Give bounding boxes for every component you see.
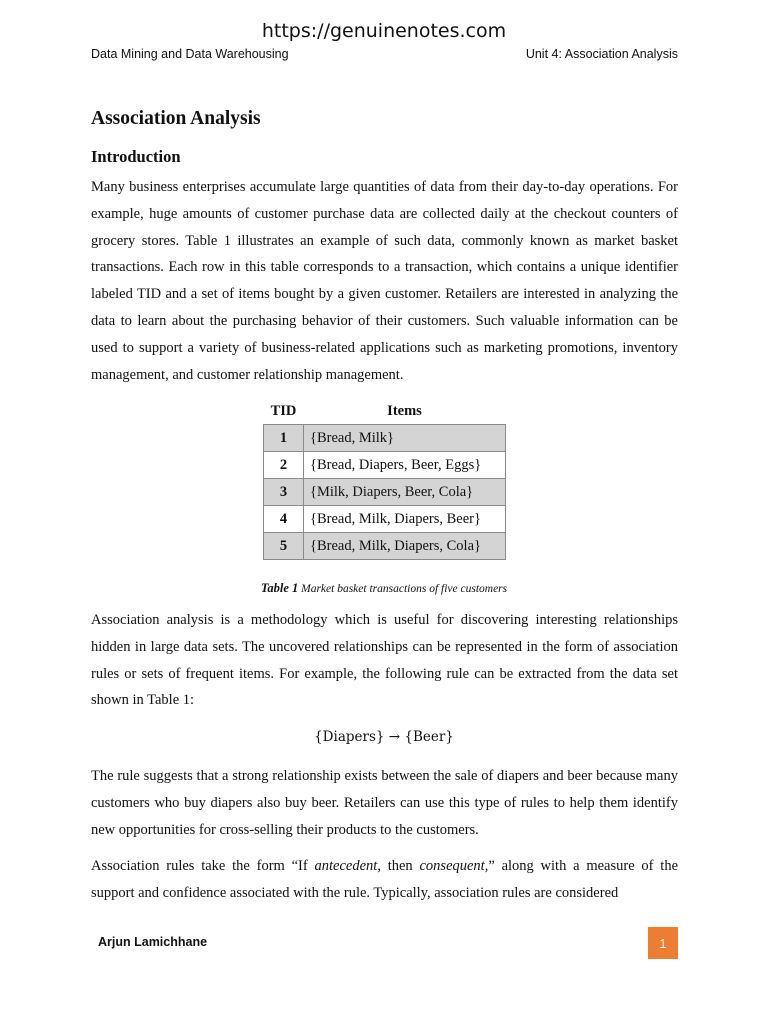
items-cell: {Bread, Milk} — [304, 425, 506, 452]
rules-form-text-3: ” along with a measure of the support and confidence associated with the rule. Typically, association rules are considered — [91, 858, 678, 901]
tid-cell: 4 — [264, 506, 304, 533]
antecedent-term: antecedent — [314, 858, 378, 874]
column-header-items: Items — [387, 402, 422, 419]
column-header-tid: TID — [270, 402, 297, 419]
site-url: https://genuinenotes.com — [261, 20, 507, 42]
tid-cell: 5 — [264, 533, 304, 560]
rules-form-text-1: Association rules take the form “If — [91, 858, 315, 874]
transactions-table — [263, 398, 506, 560]
rules-form-text-2: , then — [377, 858, 420, 874]
table-caption — [0, 581, 768, 596]
page-number-badge: 1 — [648, 927, 678, 959]
table-row — [264, 533, 506, 560]
tid-cell: 2 — [264, 452, 304, 479]
table-caption-text: Market basket transactions of five customers — [301, 583, 508, 595]
table-row — [264, 425, 506, 452]
tid-cell: 1 — [264, 425, 304, 452]
tid-cell: 3 — [264, 479, 304, 506]
consequent-term: consequent, — [419, 858, 489, 874]
items-cell: {Bread, Milk, Diapers, Cola} — [304, 533, 506, 560]
items-cell: {Bread, Diapers, Beer, Eggs} — [304, 452, 506, 479]
items-cell: {Bread, Milk, Diapers, Beer} — [304, 506, 506, 533]
paragraph-introduction: Many business enterprises accumulate large quantities of data from their day-to-day operations. For example, huge amounts of customer purchase data are collected daily at the checkout counters of grocery stores. Table 1 illustrates an example of such data, commonly known as market basket transactions. Each row in this table corresponds to a transaction, which contains a unique identifier labeled TID and a set of items bought by a given customer. Retailers are interested in analyzing the data to learn about the purchasing behavior of their customers. Such valuable information can be used to support a variety of business-related applications such as marketing promotions, inventory management, and customer relationship management. — [91, 179, 678, 383]
table-row — [264, 506, 506, 533]
items-cell: {Milk, Diapers, Beer, Cola} — [304, 479, 506, 506]
header-course-title: Data Mining and Data Warehousing — [91, 47, 289, 61]
table-caption-label: Table 1 — [260, 581, 299, 595]
section-heading-introduction: Introduction — [91, 147, 181, 166]
page-title: Association Analysis — [91, 108, 261, 129]
association-rule-formula: {Diapers} → {Beer} — [314, 729, 454, 745]
paragraph-rules-form — [91, 853, 678, 907]
footer-author: Arjun Lamichhane — [98, 935, 208, 949]
paragraph-methodology: Association analysis is a methodology which is useful for discovering interesting relationships hidden in large data sets. The uncovered relationships can be represented in the form of association rules or sets of frequent items. For example, the following rule can be extracted from the data set shown in Table 1: — [91, 612, 678, 709]
table-row — [264, 479, 506, 506]
table-row — [264, 452, 506, 479]
paragraph-rule-suggests: The rule suggests that a strong relationship exists between the sale of diapers and beer because many customers who buy diapers also buy beer. Retailers can use this type of rules to help them identify new opportunities for cross-selling their products to the customers. — [91, 768, 678, 838]
table-header-row — [264, 398, 506, 425]
header-unit-title: Unit 4: Association Analysis — [525, 47, 678, 61]
